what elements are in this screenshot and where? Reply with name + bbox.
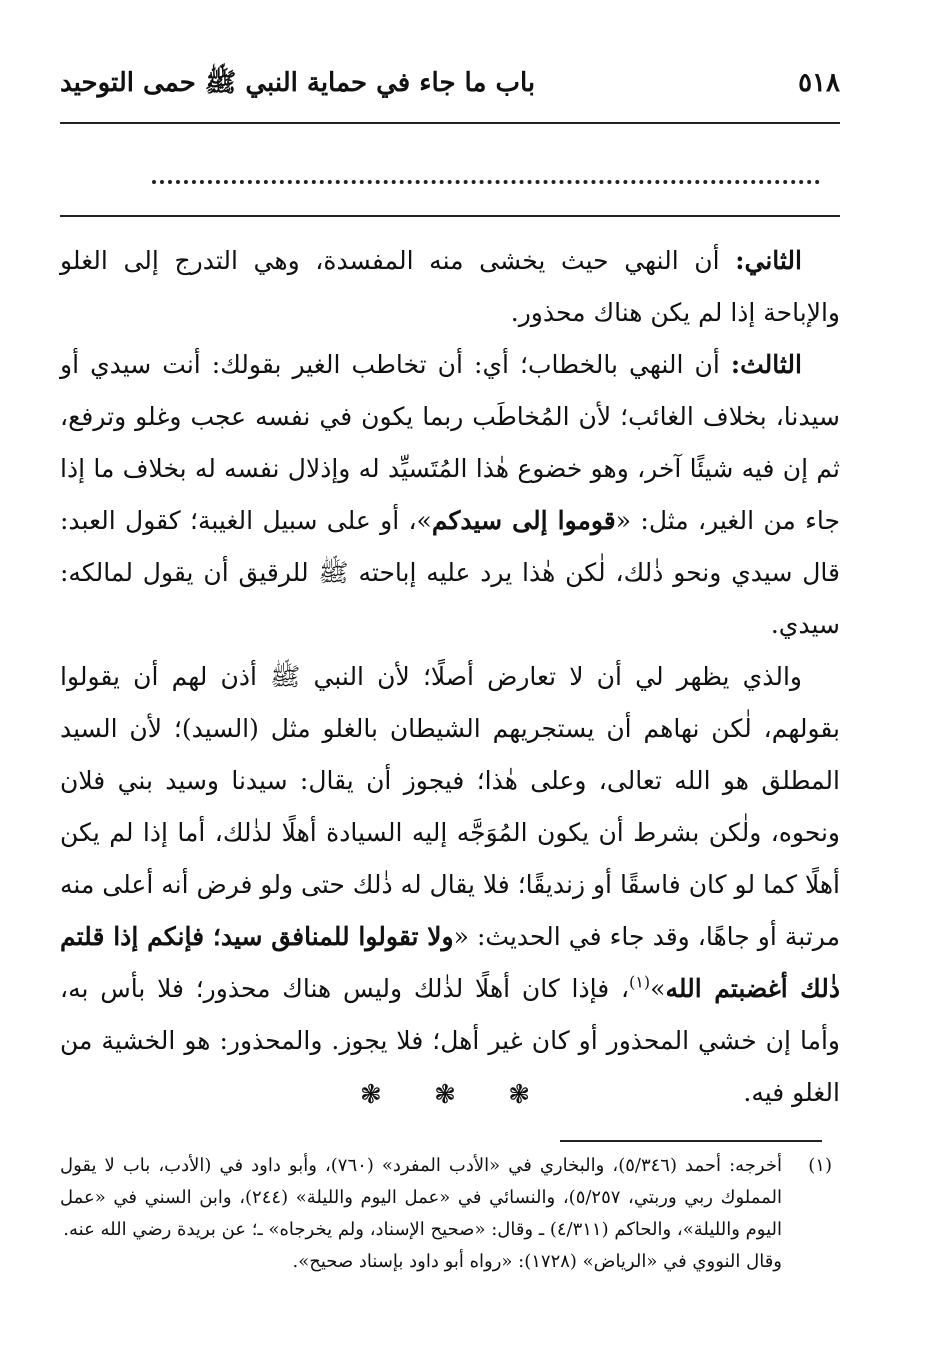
body-top-rule [60, 215, 840, 217]
hadith-quote: ولا تقولوا للمنافق سيد؛ فإنكم إذا قلتم ذٰلك أغضبتم الله [60, 922, 840, 1003]
footnote-reference[interactable]: (١) [629, 972, 651, 992]
page-number: ٥١٨ [798, 68, 840, 98]
paragraph-text: »، أو على سبيل الغيبة؛ كقول العبد: قال سيدي ونحو ذٰلك، لٰكن هٰذا يرد عليه إباحته ﷺ للرقيق أن يقول لمالكه: سيدي. [60, 506, 840, 639]
dotted-separator [152, 160, 820, 184]
hadith-quote: قوموا إلى سيدكم [431, 506, 616, 535]
footnote-1 [60, 1150, 832, 1246]
footnote-text-continued: وقال النووي في «الرياض» (١٧٢٨): «رواه أبو داود بإسناد صحيح». [292, 1251, 782, 1272]
paragraph-text: أن النهي حيث يخشى منه المفسدة، وهي التدرج إلى الغلو والإباحة إذا لم يكن هناك محذور. [60, 246, 840, 327]
star-ornament: ❃ [360, 1080, 382, 1110]
paragraph-conclusion [60, 651, 840, 1119]
star-ornament: ❃ [434, 1080, 456, 1110]
paragraph-text: ، فإذا كان أهلًا لذٰلك وليس هناك محذور؛ فلا بأس به، وأما إن خشي المحذور أو كان غير أهل؛ فلا يجوز. والمحذور: هو الخشية من الغلو فيه. [60, 974, 840, 1107]
paragraph-text: » [650, 974, 666, 1003]
paragraph-lead: الثاني: [735, 246, 802, 275]
footnote-text: أخرجه: أحمد (٥/٣٤٦)، والبخاري في «الأدب المفرد» (٧٦٠)، وأبو داود في (الأدب، باب لا يقول المملوك ربي وربتي، ٥/٢٥٧)، والنسائي في «عمل اليوم والليلة» (٢٤٤)، وابن السني في «عمل اليوم والليلة»، والحاكم (٤/٣١١) ـ وقال: «صحيح الإسناد، ولم يخرجاه» ـ؛ عن بريدة رضي الله عنه. [60, 1155, 782, 1240]
paragraph-text: أن النهي بالخطاب؛ أي: أن تخاطب الغير بقولك: أنت سيدي أو سيدنا، بخلاف الغائب؛ لأن المُخاطَب ربما يكون في نفسه عجب وغلو وترفع، ثم إن فيه شيئًا آخر، وهو خضوع هٰذا المُتَسيِّد له وإذلال نفسه له بخلاف ما إذا جاء من الغير، مثل: « [60, 350, 840, 535]
section-separator [360, 1080, 530, 1110]
footnote-number: (١) [808, 1155, 832, 1176]
header-rule [60, 122, 840, 124]
footnotes [60, 1150, 832, 1278]
paragraph-lead: الثالث: [730, 350, 802, 379]
chapter-title: باب ما جاء في حماية النبي ﷺ حمى التوحيد [60, 68, 536, 98]
paragraph-text: والذي يظهر لي أن لا تعارض أصلًا؛ لأن النبي ﷺ أذن لهم أن يقولوا بقولهم، لٰكن نهاهم أن يستجريهم الشيطان بالغلو مثل (السيد)؛ لأن السيد المطلق هو الله تعالى، وعلى هٰذا؛ فيجوز أن يقال: سيدنا وسيد بني فلان ونحوه، ولٰكن بشرط أن يكون المُوَجَّه إليه السيادة أهلًا لذٰلك، أما إذا لم يكن أهلًا كما لو كان فاسقًا أو زنديقًا؛ فلا يقال له ذٰلك حتى ولو فرض أنه أعلى منه مرتبة أو جاهًا، وقد جاء في الحديث: « [60, 662, 840, 951]
running-head [60, 58, 840, 108]
paragraph-third [60, 339, 840, 651]
footnote-rule [560, 1140, 822, 1142]
paragraph-second [60, 235, 840, 339]
main-text [60, 235, 840, 1119]
star-ornament: ❃ [508, 1080, 530, 1110]
